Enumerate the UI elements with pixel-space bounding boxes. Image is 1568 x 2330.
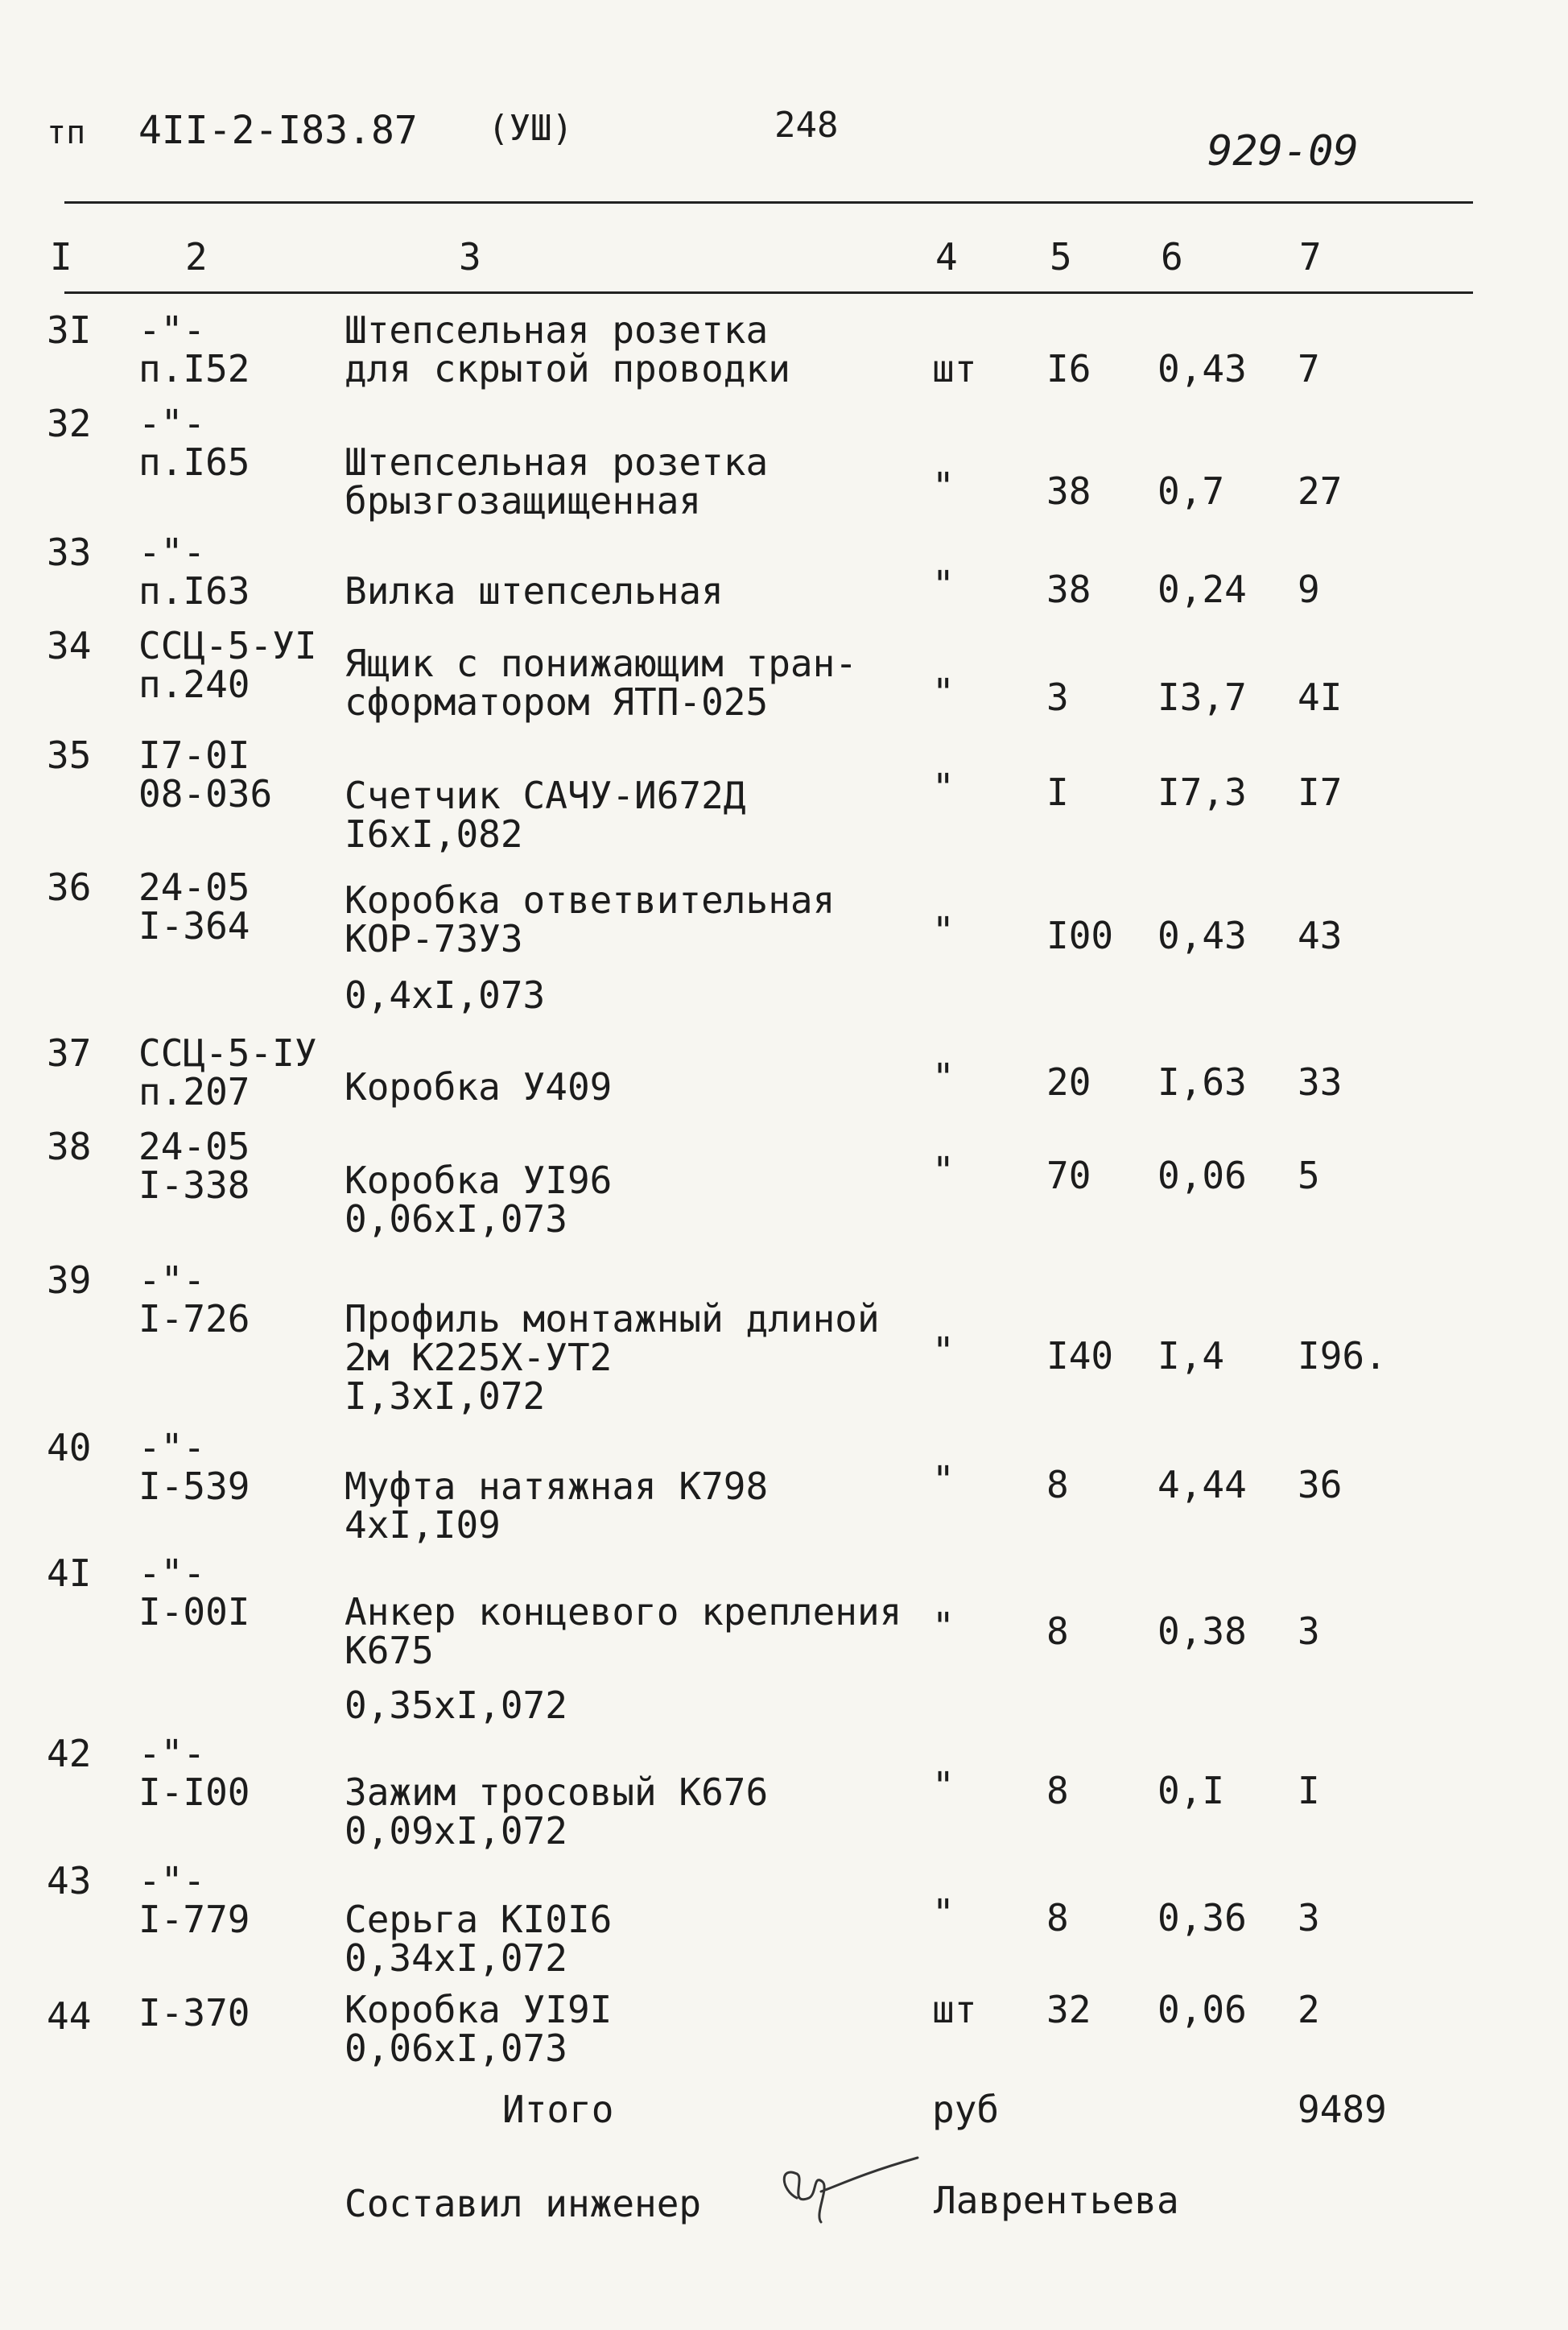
row-number: 37 [47,1031,92,1075]
row-price: 0,43 [1157,914,1247,957]
row-price: 4,44 [1157,1463,1247,1506]
row-quantity: 32 [1046,1988,1091,2031]
row-total: 4I [1298,675,1343,719]
row-description: Счетчик САЧУ-И672Д I6xI,082 [345,774,746,856]
row-unit: " [932,909,955,952]
row-number: 33 [47,531,92,574]
row-price: 0,38 [1157,1609,1247,1653]
col-header-6: 6 [1161,235,1183,279]
row-price: I,63 [1157,1060,1247,1104]
row-description: Штепсельная розетка для скрытой проводки [345,308,790,390]
row-total: 36 [1298,1463,1343,1506]
col-header-7: 7 [1299,235,1322,279]
row-price: 0,06 [1157,1154,1247,1197]
row-total: 9 [1298,568,1320,611]
row-unit: " [932,1605,955,1648]
row-unit: " [932,563,955,606]
totals-value: 9489 [1298,2088,1387,2131]
row-unit: " [932,1149,955,1192]
row-number: 42 [47,1732,92,1775]
row-description: Профиль монтажный длиной 2м К225Х-УТ2 I,3xI,072 [345,1297,880,1418]
row-description: Вилка штепсельная [345,569,724,613]
row-price: 0,7 [1157,469,1225,513]
row-total: 5 [1298,1154,1320,1197]
totals-label: Итого [502,2088,614,2131]
row-reference: -"- п.I52 [138,308,250,390]
row-total: 33 [1298,1060,1343,1104]
row-reference: I7-0I 08-036 [138,733,273,816]
row-quantity: 8 [1046,1769,1069,1812]
row-total: 3 [1298,1896,1320,1940]
compiled-by-label: Составил инженер [345,2182,702,2225]
col-header-1: I [50,235,72,279]
row-quantity: I [1046,770,1069,814]
row-unit: " [932,1891,955,1935]
row-quantity: 3 [1046,675,1069,719]
row-reference: -"- I-539 [138,1426,250,1508]
row-total: I [1298,1769,1320,1812]
totals-unit: руб [932,2088,1000,2131]
row-unit: " [932,1458,955,1502]
row-number: 38 [47,1125,92,1168]
row-description: Ящик с понижающим тран- сформатором ЯТП-025 [345,642,857,724]
row-total: 2 [1298,1988,1320,2031]
row-unit: " [932,1764,955,1807]
row-number: 4I [47,1551,92,1595]
row-quantity: I6 [1046,347,1091,390]
row-description: Штепсельная розетка брызгозащищенная [345,440,769,523]
row-unit: " [932,766,955,809]
row-price: I7,3 [1157,770,1247,814]
row-price: 0,36 [1157,1896,1247,1940]
row-price: I,4 [1157,1334,1225,1378]
row-price: I3,7 [1157,675,1247,719]
row-quantity: I40 [1046,1334,1114,1378]
top-rule [64,201,1473,204]
row-price: 0,I [1157,1769,1225,1812]
engineer-name: Лаврентьева [934,2179,1179,2222]
row-number: 39 [47,1258,92,1302]
row-price: 0,43 [1157,347,1247,390]
row-description: Муфта натяжная К798 4xI,I09 [345,1465,769,1547]
row-unit: шт [932,347,977,390]
row-quantity: 38 [1046,469,1091,513]
row-reference: -"- п.I63 [138,531,250,613]
row-number: 34 [47,624,92,667]
row-price: 0,06 [1157,1988,1247,2031]
row-quantity: 38 [1046,568,1091,611]
row-description: Коробка УI96 0,06xI,073 [345,1159,613,1241]
row-reference: 24-05 I-338 [138,1125,250,1207]
col-header-2: 2 [185,235,208,279]
header-page-number: 248 [774,105,839,146]
row-number: 3I [47,308,92,352]
row-reference: ССЦ-5-IУ п.207 [138,1031,317,1113]
row-reference: I-370 [138,1991,250,2035]
row-total: 43 [1298,914,1343,957]
row-quantity: 20 [1046,1060,1091,1104]
row-unit: " [932,1056,955,1099]
row-reference: -"- I-726 [138,1258,250,1341]
row-description: Коробка У409 [345,1065,613,1109]
col-header-4: 4 [935,235,958,279]
row-reference: -"- I-779 [138,1859,250,1941]
row-description: Коробка ответвительная КОР-73УЗ 0,4xI,073 [345,878,836,1017]
row-description: Серьга КI0I6 0,34xI,072 [345,1898,613,1980]
row-quantity: 8 [1046,1896,1069,1940]
row-total: 7 [1298,347,1320,390]
row-unit: " [932,1329,955,1373]
row-total: I7 [1298,770,1343,814]
row-reference: ССЦ-5-УI п.240 [138,624,317,706]
row-price: 0,24 [1157,568,1247,611]
row-reference: -"- I-00I [138,1551,250,1634]
row-reference: -"- I-I00 [138,1732,250,1814]
row-description: Зажим тросовый К676 0,09xI,072 [345,1770,769,1853]
row-description: Коробка УI9I 0,06xI,073 [345,1988,613,2070]
row-number: 35 [47,733,92,777]
row-quantity: 8 [1046,1609,1069,1653]
row-quantity: I00 [1046,914,1114,957]
row-number: 43 [47,1859,92,1902]
header-volume: (УШ) [488,108,573,149]
row-total: 3 [1298,1609,1320,1653]
row-reference: 24-05 I-364 [138,865,250,948]
col-header-5: 5 [1050,235,1072,279]
row-quantity: 70 [1046,1154,1091,1197]
header-prefix: тп [47,114,86,151]
row-unit: шт [932,1988,977,2031]
row-unit: " [932,671,955,714]
row-number: 36 [47,865,92,909]
col-header-3: 3 [459,235,481,279]
row-total: 27 [1298,469,1343,513]
row-number: 32 [47,402,92,445]
row-total: I96. [1298,1334,1387,1378]
header-rule [64,291,1473,294]
row-description: Анкер концевого крепления К675 0,35xI,072 [345,1590,902,1727]
header-code: 4II-2-I83.87 [138,108,418,153]
row-number: 40 [47,1426,92,1469]
header-doc-number: 929-09 [1207,127,1359,176]
row-reference: -"- п.I65 [138,402,250,484]
row-unit: " [932,465,955,508]
row-quantity: 8 [1046,1463,1069,1506]
row-number: 44 [47,1994,92,2038]
signature-image [765,2142,926,2230]
